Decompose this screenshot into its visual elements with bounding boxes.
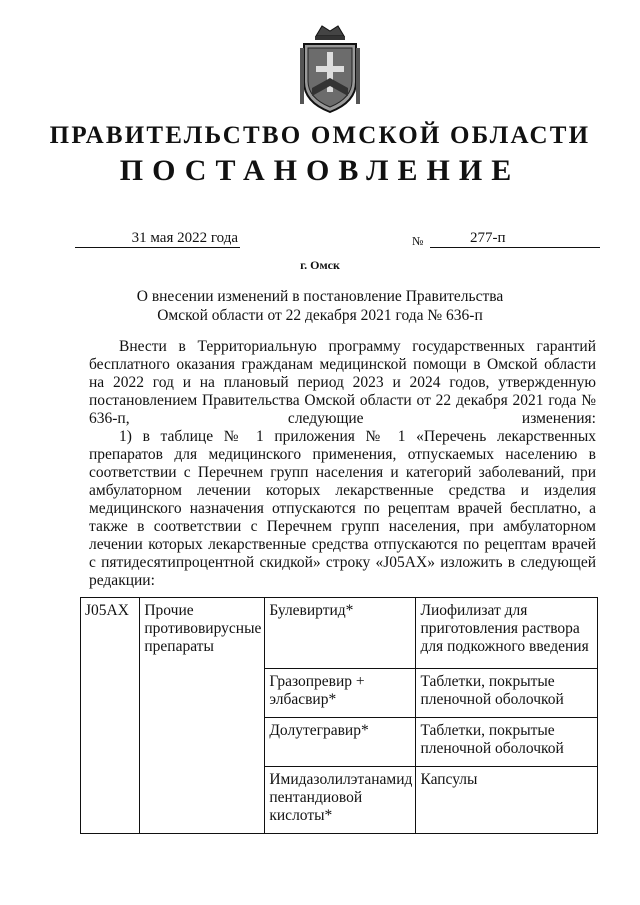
drug-name-cell: Имидазолилэтанамид пентандиовой кислоты* bbox=[265, 767, 416, 834]
title-line-2: Омской области от 22 декабря 2021 года № 636-п bbox=[157, 307, 483, 324]
document-title bbox=[0, 287, 640, 325]
document-date: 31 мая 2022 года bbox=[75, 230, 240, 248]
drug-name-cell: Булевиртид* bbox=[265, 598, 416, 669]
omsk-coat-of-arms-icon bbox=[298, 22, 362, 116]
number-label: № bbox=[412, 234, 424, 248]
drug-group-cell: Прочие противовирусные препараты bbox=[140, 598, 265, 834]
drug-name-cell: Долутегравир* bbox=[265, 718, 416, 767]
drug-table bbox=[80, 597, 598, 834]
dosage-form-cell: Таблетки, покрытые пленочной оболочкой bbox=[416, 669, 598, 718]
drug-name-cell: Гразопревир + элбасвир* bbox=[265, 669, 416, 718]
title-line-1: О внесении изменений в постановление Правительства bbox=[136, 288, 504, 305]
table-row bbox=[81, 598, 598, 669]
city-name: г. Омск bbox=[300, 258, 340, 272]
atc-code-cell: J05AX bbox=[81, 598, 140, 834]
government-name: ПРАВИТЕЛЬСТВО ОМСКОЙ ОБЛАСТИ bbox=[49, 122, 591, 149]
document-body bbox=[89, 338, 596, 590]
dosage-form-cell: Лиофилизат для приготовления раствора для подкожного введения bbox=[416, 598, 598, 669]
document-type: ПОСТАНОВЛЕНИЕ bbox=[119, 154, 521, 187]
body-paragraph-1: Внести в Территориальную программу государственных гарантий бесплатного оказания гражданам медицинской помощи в Омской области на 2022 год и на плановый период 2023 и 2024 годов, утвержденную постановлением Правительства Омской области от 22 декабря 2021 года № 636-п, следующие изменения: bbox=[89, 338, 596, 427]
dosage-form-cell: Капсулы bbox=[416, 767, 598, 834]
body-paragraph-2: 1) в таблице № 1 приложения № 1 «Перечень лекарственных препаратов для медицинского применения, отпускаемых населению в соответствии с Перечнем групп населения и категорий заболеваний, при амбулаторном лечении которых лекарственные средства и изделия медицинского назначения отпускаются по рецептам врачей бесплатно, а также в соответствии с Перечнем групп населения, при амбулаторном лечении которых лекарственные средства отпускаются по рецептам врачей с пятидесятипроцентной скидкой» строку «J05AX» изложить в следующей редакции: bbox=[89, 428, 596, 589]
dosage-form-cell: Таблетки, покрытые пленочной оболочкой bbox=[416, 718, 598, 767]
document-number: 277-п bbox=[430, 230, 600, 248]
